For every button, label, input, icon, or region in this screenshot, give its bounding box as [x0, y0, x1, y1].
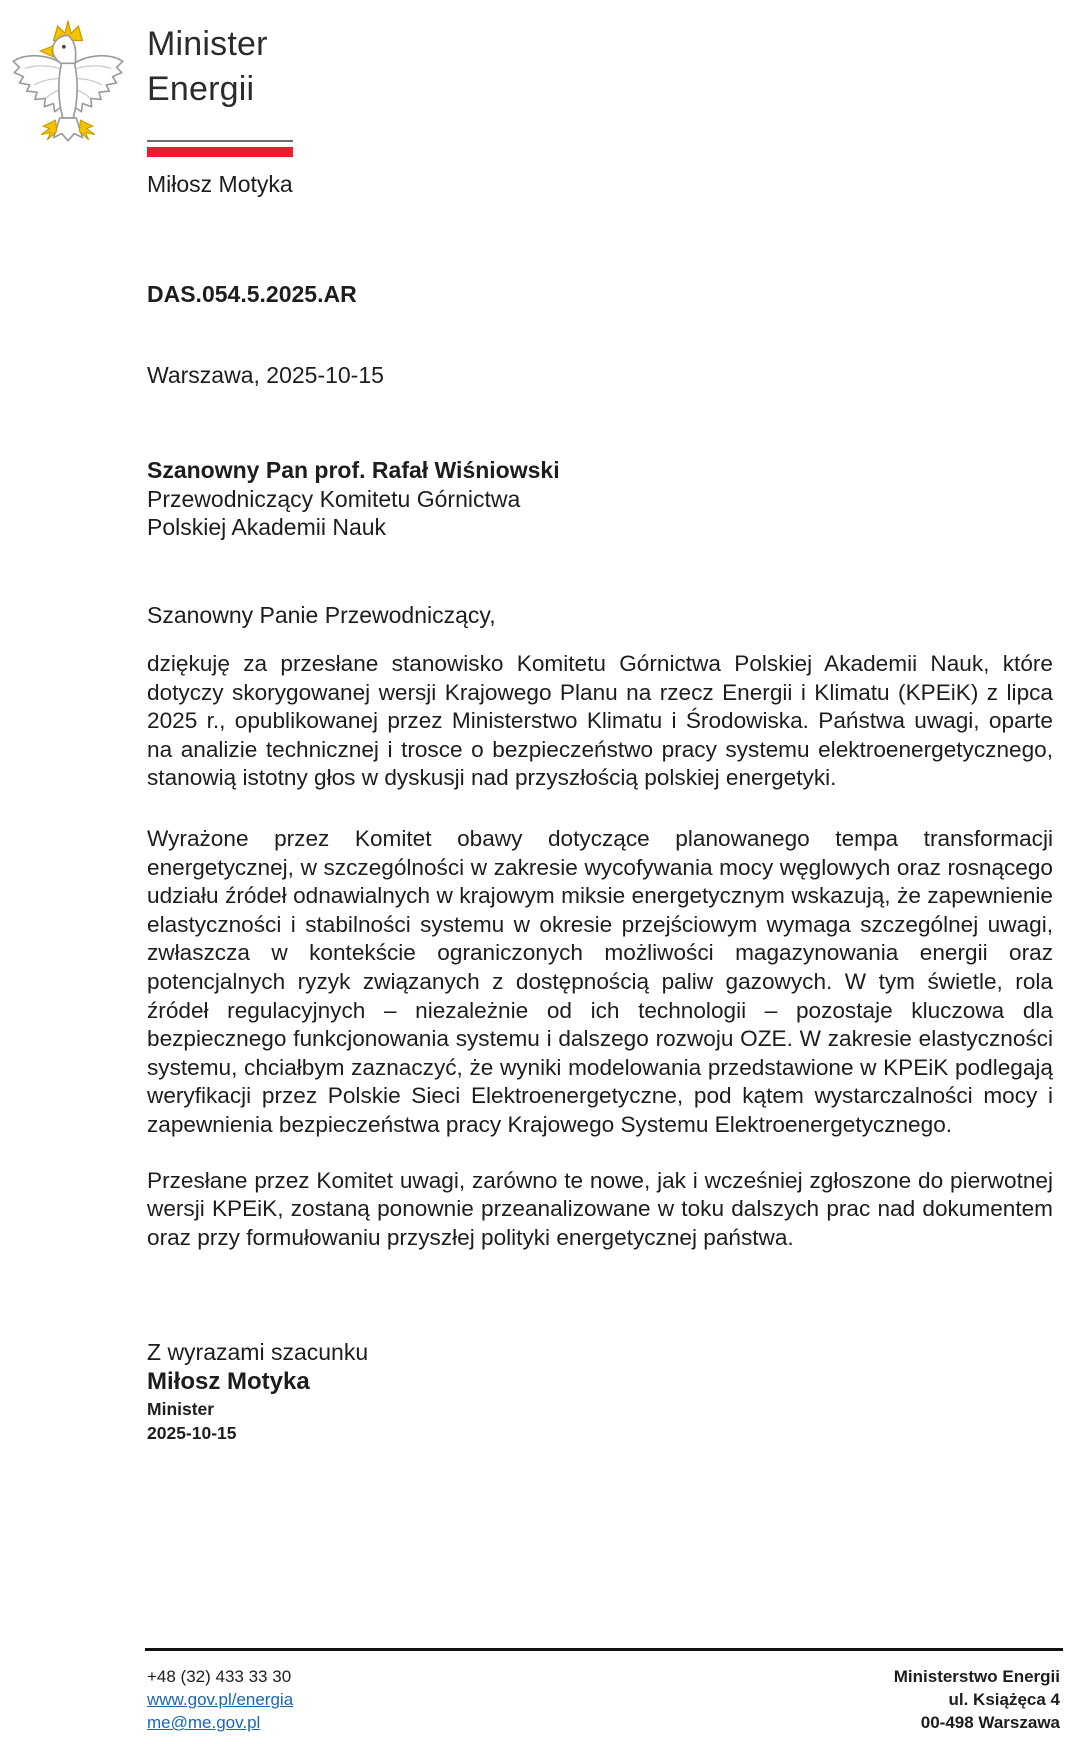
paragraph-1: dziękuję za przesłane stanowisko Komitetu Górnictwa Polskiej Akademii Nauk, które dotyczy skorygowanej wersji Krajowego Planu na rzecz Energii i Klimatu (KPEiK) z lipca 2025 r., opublikowanej przez Ministerstwo Klimatu i Środowiska. Państwa uwagi, oparte na analizie technicznej i trosce o bezpieczeństwo pracy systemu elektroenergetycznego, stanowią istotny głos w dyskusji nad przyszłością polskiej energetyki. — [147, 651, 1053, 791]
footer-address — [894, 1665, 1060, 1734]
reference-number: DAS.054.5.2025.AR — [147, 281, 357, 307]
paragraph-3: Przesłane przez Komitet uwagi, zarówno te nowe, jak i wcześniej zgłoszone do pierwotnej wersji KPEiK, zostaną ponownie przeanalizowane w toku dalszych prac nad dokumentem oraz przy formułowaniu przyszłej polityki energetycznej państwa. — [147, 1167, 1053, 1250]
brand-divider-line — [147, 140, 293, 142]
signature-block — [147, 1339, 368, 1443]
footer-email-link[interactable]: me@me.gov.pl — [147, 1713, 261, 1732]
salutation: Szanowny Panie Przewodniczący, — [147, 602, 496, 628]
sender-title — [147, 22, 268, 112]
recipient-title: Przewodniczący Komitetu Górnictwa — [147, 485, 521, 512]
paragraph-2: Wyrażone przez Komitet obawy dotyczące planowanego tempa transformacji energetycznej, w szczególności w zakresie wycofywania mocy węglowych oraz rosnącego udziału źródeł odnawialnych w krajowym miksie energetycznym wskazują, że zapewnienie elastyczności i stabilności systemu w okresie przejściowym wymaga szczególnej uwagi, zwłaszcza w kontekście ograniczonych możliwości magazynowania energii oraz potencjalnych ryzyk związanych z dostępnością paliw gazowych. W tym świetle, rola źródeł regulacyjnych – niezależnie od ich technologii – pozostaje kluczowa dla bezpiecznego funkcjonowania systemu i dalszego rozwoju OZE. W zakresie elastyczności systemu, chciałbym zaznaczyć, że wyniki modelowania przedstawione w KPEiK podlegają weryfikacji przez Polskie Sieci Elektroenergetyczne, pod kątem wystarczalności mocy i zapewnienia bezpieczeństwa pracy Krajowego Systemu Elektroenergetycznego. — [147, 825, 1053, 1137]
place-and-date: Warszawa, 2025-10-15 — [147, 362, 384, 388]
signature-date: 2025-10-15 — [147, 1423, 237, 1443]
footer-phone: +48 (32) 433 33 30 — [147, 1667, 292, 1686]
footer-contact — [147, 1665, 293, 1734]
footer-city: 00-498 Warszawa — [920, 1713, 1060, 1732]
footer-divider-line — [145, 1648, 1063, 1651]
signer-name: Miłosz Motyka — [147, 1368, 310, 1395]
sender-title-line1: Minister — [147, 25, 268, 63]
footer-website-link[interactable]: www.gov.pl/energia — [147, 1690, 294, 1709]
footer-ministry-name: Ministerstwo Energii — [893, 1667, 1060, 1686]
sender-title-line2: Energii — [147, 70, 255, 108]
brand-red-bar — [147, 147, 293, 157]
recipient-organization: Polskiej Akademii Nauk — [147, 514, 387, 540]
recipient-name: Szanowny Pan prof. Rafał Wiśniowski — [147, 457, 560, 483]
signer-title: Minister — [147, 1399, 215, 1419]
polish-eagle-emblem — [6, 18, 130, 154]
letter-body — [147, 650, 1053, 1252]
minister-name-header: Miłosz Motyka — [147, 171, 293, 197]
polish-eagle-icon — [6, 18, 130, 154]
footer-street: ul. Książęca 4 — [948, 1690, 1060, 1709]
recipient-block — [147, 456, 560, 542]
closing-phrase: Z wyrazami szacunku — [147, 1339, 369, 1365]
